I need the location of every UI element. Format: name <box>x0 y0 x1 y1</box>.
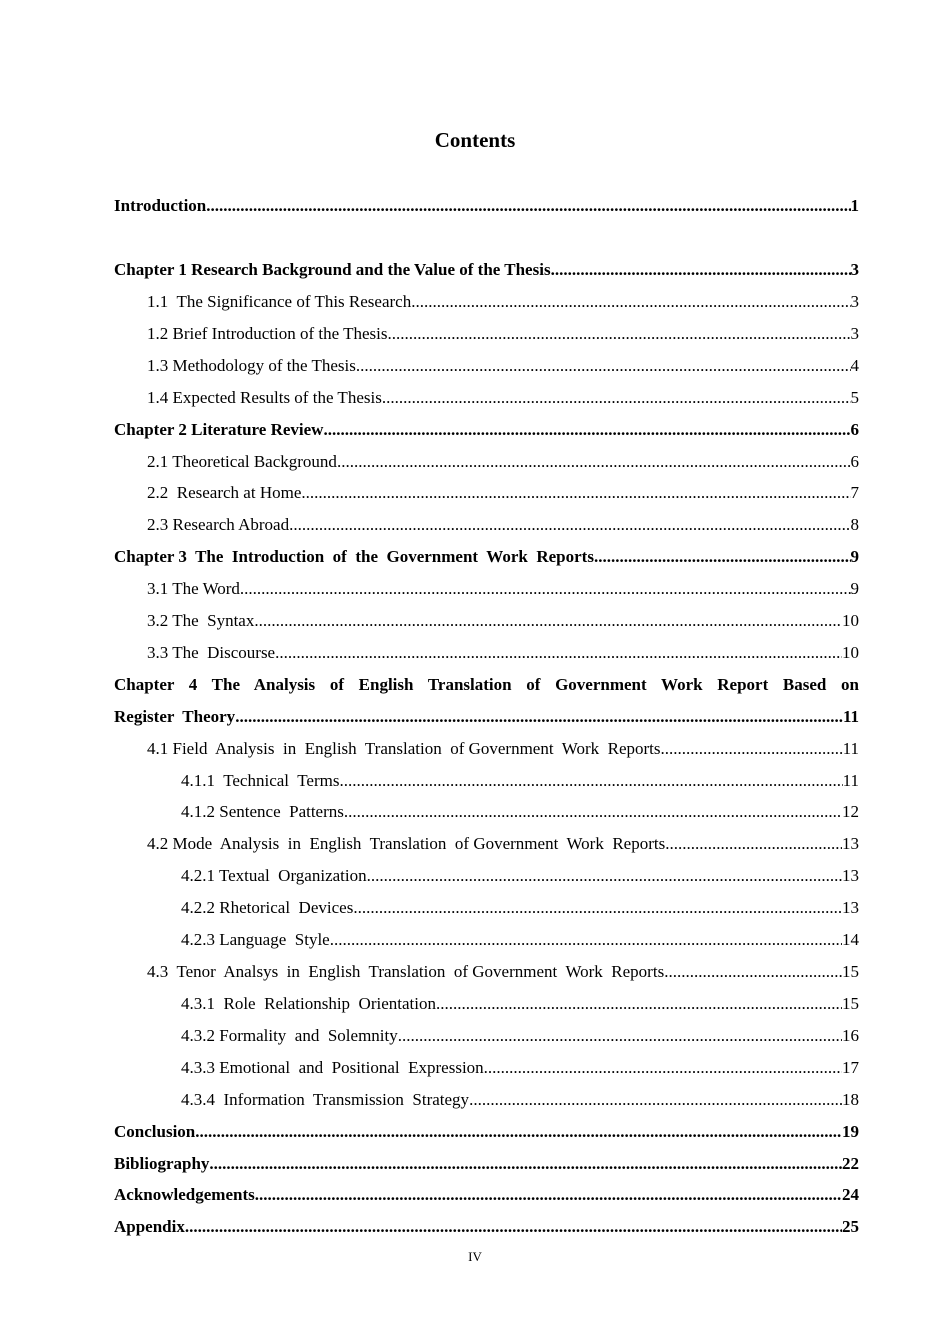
toc-page-number: 9 <box>850 579 859 598</box>
toc-page-number: 12 <box>842 802 859 821</box>
toc-entry[interactable] <box>0 418 950 442</box>
dot-leader <box>330 928 842 952</box>
toc-entry[interactable] <box>0 354 950 378</box>
toc-entry-title: 4.1.1 Technical Terms <box>181 771 340 790</box>
toc-page-number: 4 <box>850 356 859 375</box>
toc-page-number: 5 <box>850 388 859 407</box>
toc-entry-title: 4.1.2 Sentence Patterns <box>181 802 344 821</box>
toc-page-number: 13 <box>842 898 859 917</box>
toc-entry-title: 3.1 The Word <box>147 579 240 598</box>
toc-entry-title: 4.2.3 Language Style <box>181 930 330 949</box>
dot-leader <box>469 1088 842 1112</box>
toc-entry-title: 4.2.2 Rhetorical Devices <box>181 898 354 917</box>
dot-leader <box>367 864 842 888</box>
dot-leader <box>209 1152 842 1176</box>
toc-entry-title: Bibliography <box>114 1154 210 1173</box>
toc-entry-title: Chapter 4 The Analysis of English Translation of Government Work Report Based on <box>114 675 859 694</box>
toc-page-number: 22 <box>842 1154 859 1173</box>
toc-page-number: 8 <box>850 515 859 534</box>
toc-entry[interactable] <box>0 258 950 282</box>
dot-leader <box>344 800 842 824</box>
toc-entry-title: 2.3 Research Abroad <box>147 515 290 534</box>
dot-leader <box>206 194 850 218</box>
toc-entry-title: 2.1 Theoretical Background <box>147 452 337 471</box>
toc-page-number: 6 <box>850 420 859 439</box>
dot-leader <box>387 322 850 346</box>
toc-page-number: 14 <box>842 930 859 949</box>
dot-leader <box>382 386 851 410</box>
toc-entry-title: 2.2 Research at Home <box>147 483 302 502</box>
dot-leader <box>551 258 851 282</box>
toc-page-number: 9 <box>850 547 859 566</box>
toc-entry-title: 1.4 Expected Results of the Thesis <box>147 388 382 407</box>
toc-entry[interactable] <box>0 1183 950 1207</box>
dot-leader <box>337 450 851 474</box>
toc-entry-title: 4.3.1 Role Relationship Orientation <box>181 994 436 1013</box>
toc-entry[interactable] <box>0 928 950 952</box>
toc-entry[interactable] <box>0 832 950 856</box>
toc-entry[interactable] <box>0 513 950 537</box>
toc-entry[interactable] <box>0 322 950 346</box>
toc-entry-title: 4.3.3 Emotional and Positional Expression <box>181 1058 484 1077</box>
dot-leader <box>356 354 851 378</box>
toc-entry-title: 4.3 Tenor Analsys in English Translation of Government Work Reports <box>147 962 665 981</box>
page-number: IV <box>468 1249 482 1264</box>
toc-page-number: 19 <box>842 1122 859 1141</box>
toc-entry[interactable] <box>0 769 950 793</box>
dot-leader <box>275 641 842 665</box>
dot-leader <box>289 513 850 537</box>
toc-entry[interactable] <box>0 450 950 474</box>
dot-leader <box>594 545 851 569</box>
dot-leader <box>185 1215 842 1239</box>
toc-entry[interactable] <box>0 1215 950 1239</box>
toc-page-number: 3 <box>850 324 859 343</box>
toc-page-number: 18 <box>842 1090 859 1109</box>
dot-leader <box>255 1183 842 1207</box>
toc-page-number: 13 <box>842 834 859 853</box>
toc-entry-title: 1.3 Methodology of the Thesis <box>147 356 356 375</box>
toc-entry[interactable] <box>0 960 950 984</box>
toc-entry[interactable] <box>0 545 950 569</box>
toc-page-number: 15 <box>842 962 859 981</box>
toc-entry-title: 4.1 Field Analysis in English Translation of Government Work Reports <box>147 739 661 758</box>
dot-leader <box>339 769 842 793</box>
toc-page-number: 25 <box>842 1217 859 1236</box>
dot-leader <box>398 1024 842 1048</box>
toc-entry-title: 4.2.1 Textual Organization <box>181 866 367 885</box>
toc-entry-title: 3.2 The Syntax <box>147 611 255 630</box>
toc-entry-title: Chapter 2 Literature Review <box>114 420 324 439</box>
toc-entry-title: Chapter 3 The Introduction of the Government Work Reports <box>114 547 594 566</box>
toc-page-number: 10 <box>842 643 859 662</box>
dot-leader <box>484 1056 842 1080</box>
toc-page-number: 3 <box>850 260 859 279</box>
toc-entry-title: Register Theory <box>114 707 236 726</box>
toc-entry[interactable] <box>0 481 950 505</box>
toc-entry[interactable] <box>0 386 950 410</box>
dot-leader <box>661 737 843 761</box>
toc-page-number: 17 <box>842 1058 859 1077</box>
toc-entry[interactable] <box>0 1152 950 1176</box>
toc-entry[interactable] <box>0 800 950 824</box>
dot-leader <box>254 609 842 633</box>
dot-leader <box>665 832 842 856</box>
toc-entry[interactable] <box>0 1024 950 1048</box>
dot-leader <box>664 960 842 984</box>
dot-leader <box>436 992 842 1016</box>
toc-page-number: 24 <box>842 1185 859 1204</box>
toc-entry[interactable] <box>0 1120 950 1144</box>
toc-entry-title: Acknowledgements <box>114 1185 255 1204</box>
toc-entry-title: Chapter 1 Research Background and the Value of the Thesis <box>114 260 551 279</box>
toc-page-number: 10 <box>842 611 859 630</box>
toc-entry[interactable] <box>0 1088 950 1112</box>
toc-entry[interactable] <box>0 290 950 314</box>
toc-entry[interactable] <box>0 194 950 218</box>
toc-entry[interactable] <box>0 705 950 729</box>
toc-entry[interactable] <box>0 992 950 1016</box>
toc-entry[interactable] <box>0 1056 950 1080</box>
dot-leader <box>411 290 850 314</box>
toc-entry-title: 4.3.4 Information Transmission Strategy <box>181 1090 470 1109</box>
dot-leader <box>301 481 850 505</box>
toc-page-number: 6 <box>850 452 859 471</box>
dot-leader <box>323 418 850 442</box>
toc-entry-title: 1.2 Brief Introduction of the Thesis <box>147 324 388 343</box>
page-title: Contents <box>434 128 516 152</box>
toc-entry-title: Conclusion <box>114 1122 196 1141</box>
toc-page-number: 1 <box>850 196 859 215</box>
toc-page-number: 11 <box>842 707 859 726</box>
toc-entry[interactable] <box>0 609 950 633</box>
toc-entry[interactable] <box>0 896 950 920</box>
toc-entry-title: 4.3.2 Formality and Solemnity <box>181 1026 398 1045</box>
dot-leader <box>195 1120 842 1144</box>
toc-entry[interactable] <box>0 737 950 761</box>
toc-page-number: 11 <box>842 771 859 790</box>
toc-entry[interactable] <box>0 641 950 665</box>
toc-page-number: 11 <box>842 739 859 758</box>
toc-entry[interactable] <box>0 577 950 601</box>
toc-page-number: 16 <box>842 1026 859 1045</box>
toc-entry-line <box>0 673 950 697</box>
dot-leader <box>353 896 842 920</box>
toc-page-number: 7 <box>850 483 859 502</box>
toc-entry-title: 4.2 Mode Analysis in English Translation of Government Work Reports <box>147 834 666 853</box>
toc-entry-title: Appendix <box>114 1217 185 1236</box>
toc-page-number: 15 <box>842 994 859 1013</box>
dot-leader <box>240 577 851 601</box>
toc-page-number: 3 <box>850 292 859 311</box>
toc-entry-title: 3.3 The Discourse <box>147 643 276 662</box>
toc-entry[interactable] <box>0 864 950 888</box>
toc-entry-title: 1.1 The Significance of This Research <box>147 292 412 311</box>
toc-page-number: 13 <box>842 866 859 885</box>
toc-entry-title: Introduction <box>114 196 207 215</box>
dot-leader <box>235 705 843 729</box>
